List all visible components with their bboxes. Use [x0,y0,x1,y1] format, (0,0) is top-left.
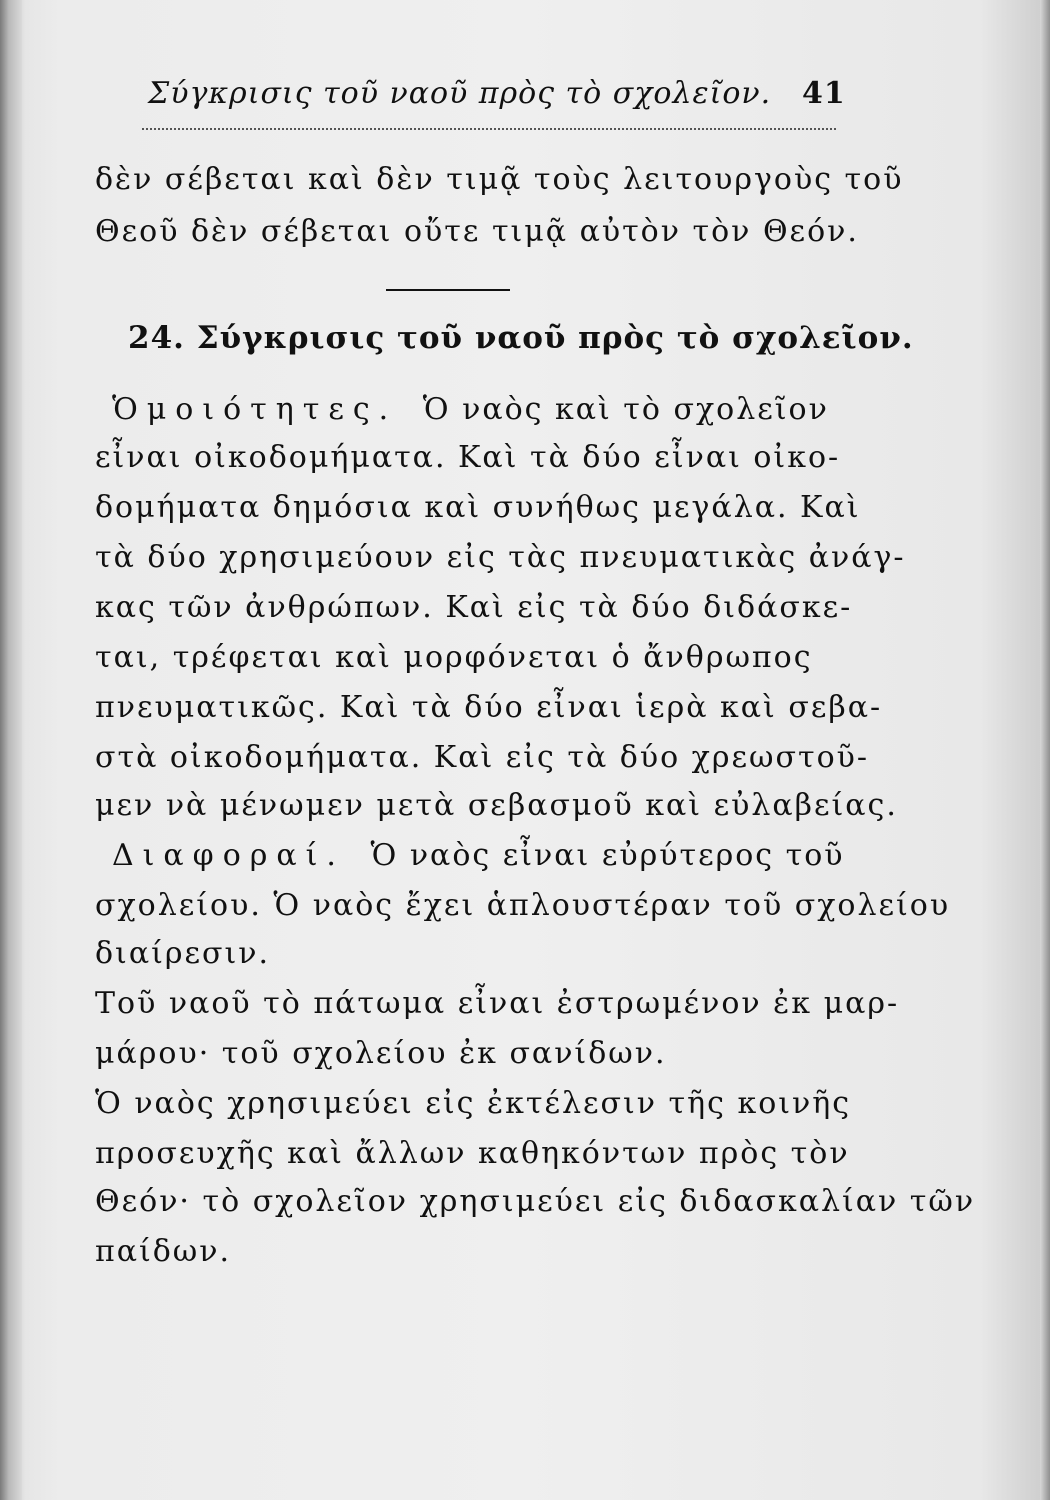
body-line: δομήματα δημόσια καὶ συνήθως μεγάλα. Καὶ [95,490,861,525]
header-rule [142,128,836,130]
body-line: κας τῶν ἀνθρώπων. Καὶ εἰς τὰ δύο διδάσκε- [95,590,853,625]
body-line: σχολείου. Ὁ ναὸς ἔχει ἁπλουστέραν τοῦ σχολείου [95,888,951,923]
body-line: προσευχῆς καὶ ἄλλων καθηκόντων πρὸς τὸν [95,1136,850,1171]
body-line: τὰ δύο χρησιμεύουν εἰς τὰς πνευματικὰς ἀνάγ- [95,540,906,575]
page-number: 41 [802,76,846,111]
body-line: Τοῦ ναοῦ τὸ πάτωμα εἶναι ἐστρωμένον ἐκ μαρ- [95,986,900,1021]
differences-label: Διαφοραί. [112,838,345,873]
body-line: εἶναι οἰκοδομήματα. Καὶ τὰ δύο εἶναι οἰκο- [95,440,841,475]
section-heading: 24. Σύγκρισις τοῦ ναοῦ πρὸς τὸ σχολεῖον. [128,320,914,356]
body-line: διαίρεσιν. [95,936,271,971]
similarities-label: Ὁμοιότητες. [112,392,398,427]
body-line: παίδων. [95,1234,232,1269]
differences-first-line [112,836,872,876]
similarities-first-line [112,390,872,430]
body-line: Θεόν· τὸ σχολεῖον χρησιμεύει εἰς διδασκαλίαν τῶν [95,1184,976,1219]
page-gutter-shadow [0,0,22,1500]
running-title: Σύγκρισις τοῦ ναοῦ πρὸς τὸ σχολεῖον. [148,76,772,111]
body-line: Θεοῦ δὲν σέβεται οὔτε τιμᾷ αὐτὸν τὸν Θεόν. [95,214,859,249]
differences-first-line-text: Ὁ ναὸς εἶναι εὐρύτερος τοῦ [370,838,845,873]
body-line: πνευματικῶς. Καὶ τὰ δύο εἶναι ἱερὰ καὶ σεβα- [95,690,883,725]
body-line: στὰ οἰκοδομήματα. Καὶ εἰς τὰ δύο χρεωστοῦ- [95,740,870,775]
body-line: δὲν σέβεται καὶ δὲν τιμᾷ τοὺς λειτουργοὺς τοῦ [95,162,904,197]
section-divider [386,289,510,291]
body-line: μάρου· τοῦ σχολείου ἐκ σανίδων. [95,1036,667,1071]
body-line: Ὁ ναὸς χρησιμεύει εἰς ἐκτέλεσιν τῆς κοινῆς [95,1086,852,1121]
similarities-first-line-text: Ὁ ναὸς καὶ τὸ σχολεῖον [422,392,829,427]
body-line: μεν νὰ μένωμεν μετὰ σεβασμοῦ καὶ εὐλαβείας. [95,788,898,823]
page-edge-shadow [1040,0,1050,1500]
body-line: ται, τρέφεται καὶ μορφόνεται ὁ ἄνθρωπος [95,640,813,675]
